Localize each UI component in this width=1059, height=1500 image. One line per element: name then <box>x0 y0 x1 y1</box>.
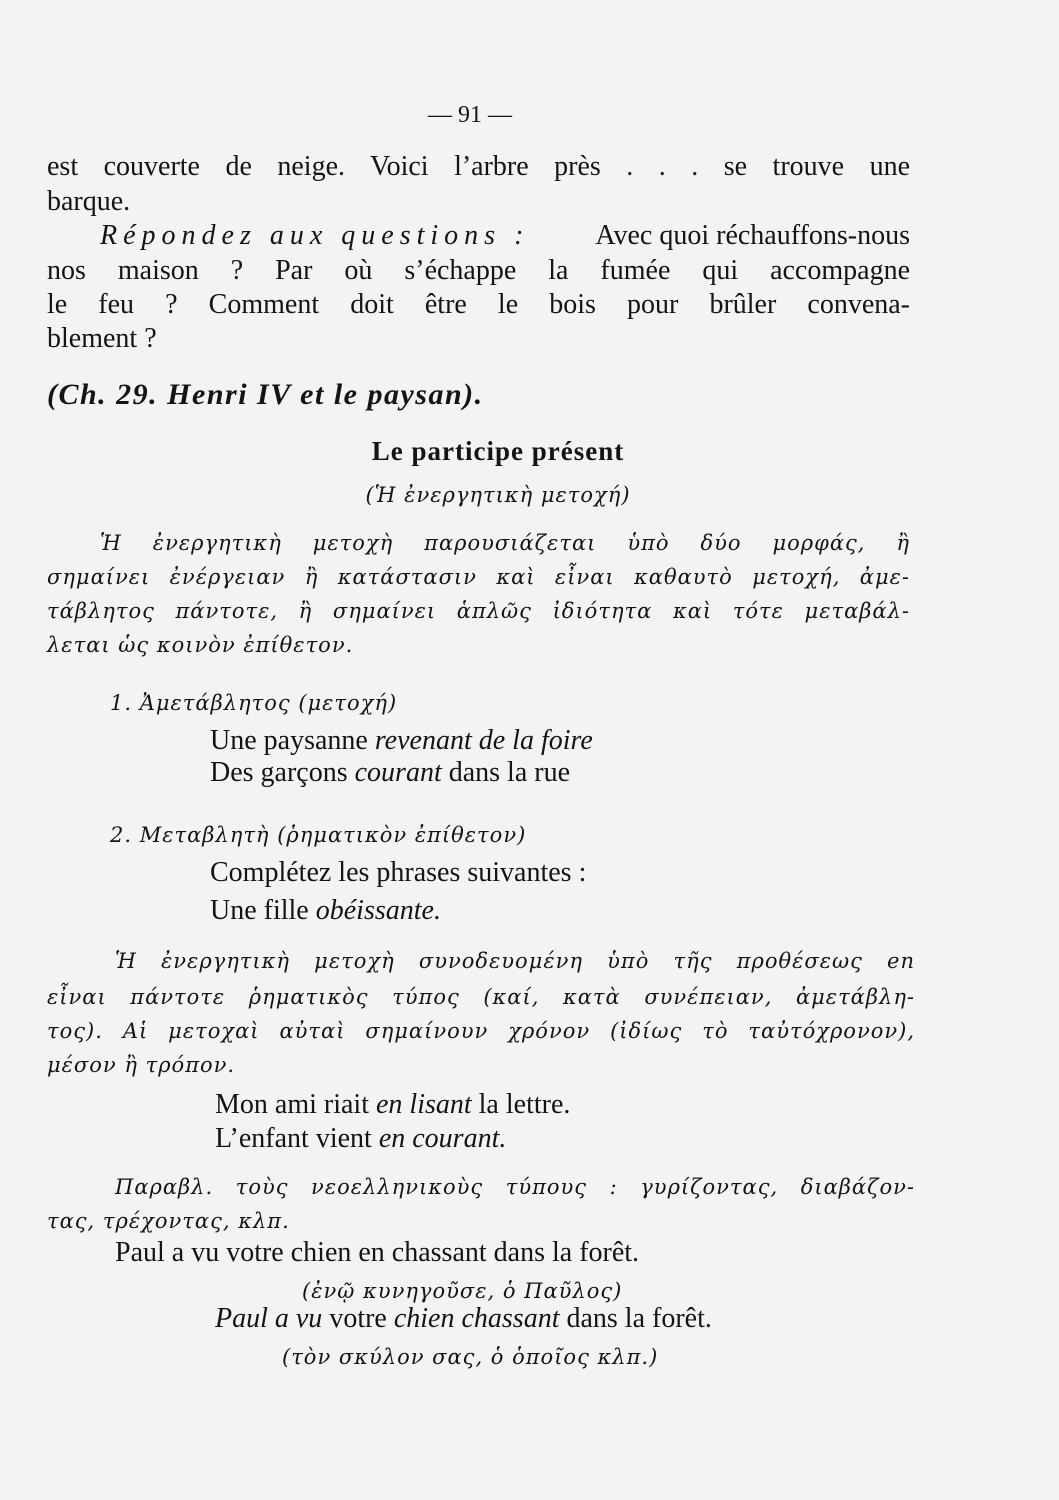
text-line: nos maison ? Par où s’échappe la fumée qui accompagne <box>47 255 910 286</box>
page-number: — 91 — <box>428 102 512 128</box>
greek-line: τος). Αἱ μετοχαὶ αὐταὶ σημαίνουν χρόνον (ἰδίως τὸ ταὐτόχρονον), <box>47 1019 915 1043</box>
text-line: est couverte de neige. Voici l’arbre près . . . se trouve une <box>47 151 910 182</box>
text-span: Une paysanne <box>210 725 375 756</box>
instruction-label: Répondez aux questions : <box>100 220 530 251</box>
text-span-italic: revenant de la foire <box>374 725 593 756</box>
greek-line: τάβλητος πάντοτε, ἢ σημαίνει ἁπλῶς ἰδιότητα καὶ τότε μεταβάλ- <box>47 599 910 623</box>
example-line <box>210 758 570 788</box>
greek-line: Παραβλ. τοὺς νεοελληνικοὺς τύπους : γυρίζοντας, διαβάζον- <box>115 1175 915 1199</box>
subsection-heading: 1. Ἀμετάβλητος (μετοχή) <box>110 691 398 715</box>
example-line <box>215 1304 712 1334</box>
example-line: Paul a vu votre chien en chassant dans la forêt. <box>115 1237 640 1268</box>
example-line <box>215 1124 506 1154</box>
greek-line: Ἡ ἐνεργητικὴ μετοχὴ συνοδευομένη ὑπὸ τῆς προθέσεως en <box>115 949 915 973</box>
subsection-heading: 2. Μεταβλητὴ (ῥηματικὸν ἐπίθετον) <box>110 823 527 847</box>
greek-line: (ἐνῷ κυνηγοῦσε, ὁ Παῦλος) <box>302 1279 623 1303</box>
chapter-heading: (Ch. 29. Henri IV et le paysan). <box>47 378 484 411</box>
greek-line: σημαίνει ἐνέργειαν ἢ κατάστασιν καὶ εἶναι καθαυτὸ μετοχή, ἀμε- <box>47 565 910 589</box>
example-line <box>210 896 441 926</box>
text-span: Mon ami riait <box>215 1089 376 1120</box>
text-line <box>100 221 910 251</box>
text-line: barque. <box>47 186 131 217</box>
section-subtitle: (Ἡ ἐνεργητικὴ μετοχή) <box>365 483 631 507</box>
greek-line: Ἡ ἐνεργητικὴ μετοχὴ παρουσιάζεται ὑπὸ δύο μορφάς, ἢ <box>100 531 910 555</box>
text-span-italic: obéissante. <box>315 895 441 926</box>
text-span-italic: en lisant <box>375 1089 472 1120</box>
text-span: la lettre. <box>471 1089 571 1120</box>
text-span: dans la rue <box>441 757 571 788</box>
greek-line: (τὸν σκύλον σας, ὁ ὁποῖος κλπ.) <box>282 1345 659 1369</box>
text-span-italic: en courant. <box>378 1123 507 1154</box>
text-line: blement ? <box>47 323 157 354</box>
greek-line: εἶναι πάντοτε ῥηματικὸς τύπος (καί, κατὰ συνέπειαν, ἀμετάβλη- <box>47 985 915 1009</box>
text-span: Une fille <box>210 895 316 926</box>
section-title: Le participe présent <box>371 436 625 466</box>
text-span-italic: chien chassant <box>393 1303 560 1334</box>
example-line <box>210 726 593 756</box>
greek-line: λεται ὡς κοινὸν ἐπίθετον. <box>47 633 354 657</box>
text-span-italic: courant <box>354 757 442 788</box>
text-line: le feu ? Comment doit être le bois pour brûler convena- <box>47 289 910 320</box>
greek-line: τας, τρέχοντας, κλπ. <box>47 1209 290 1233</box>
text-span: dans la forêt. <box>559 1303 712 1334</box>
text-span: L’enfant vient <box>215 1123 379 1154</box>
greek-line: μέσον ἢ τρόπον. <box>47 1053 236 1077</box>
text-span: votre <box>322 1303 394 1334</box>
text-span-italic: Paul a vu <box>215 1303 323 1334</box>
example-line: Complétez les phrases suivantes : <box>210 857 587 888</box>
text-span: Avec quoi réchauffons-nous <box>595 220 910 251</box>
example-line <box>215 1090 570 1120</box>
text-span: Des garçons <box>210 757 355 788</box>
